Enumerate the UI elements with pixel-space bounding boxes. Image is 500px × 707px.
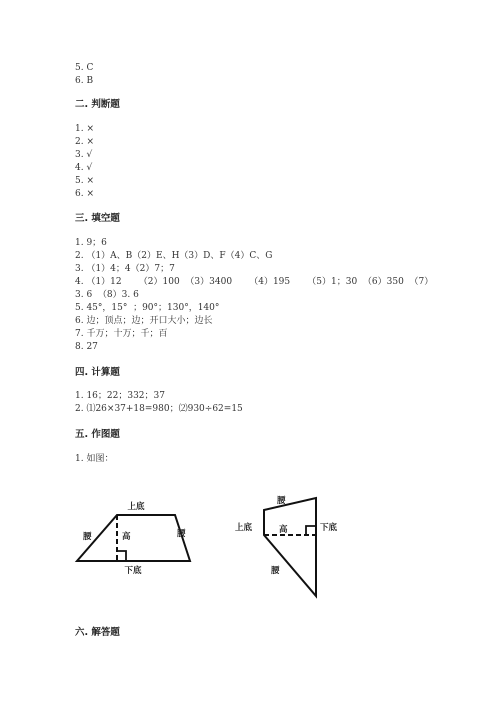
- label-right-leg: 腰: [177, 529, 186, 539]
- answer-line: 1. 16；22；332；37: [75, 391, 165, 401]
- trapezoid-outline: [77, 515, 190, 561]
- trapezoid-figure: [77, 501, 190, 576]
- answer-line: 1. ×: [75, 124, 94, 134]
- answer-line: 4. （1）12 （2）100 （3）3400 （4）195 （5）1；30 （6）350 （7）: [75, 277, 434, 287]
- answer-line: 8. 27: [75, 342, 98, 352]
- section-title-drawing: 五. 作图题: [75, 429, 120, 440]
- right-angle-mark: [117, 551, 126, 561]
- answer-line: 2. ⑴26×37+18=980；⑵930÷62=15: [75, 404, 243, 414]
- section-title-calculation: 四. 计算题: [75, 367, 120, 378]
- label-height: 高: [279, 525, 288, 535]
- answer-line: 6. B: [75, 76, 94, 86]
- label-top-base: 上底: [127, 502, 145, 512]
- label-bottom-leg: 腰: [271, 566, 280, 576]
- label-left-base: 上底: [235, 523, 253, 533]
- answer-line: 3. （1）4；4（2）7；7: [75, 264, 175, 274]
- answer-line: 5. 45°，15° ；90°；130°，140°: [75, 303, 220, 313]
- answer-line: 3. 6 （8）3. 6: [75, 290, 139, 300]
- answer-line: 7. 千万；十万；千；百: [75, 329, 168, 339]
- rotated-trapezoid-outline: [264, 498, 316, 596]
- answer-line: 6. ×: [75, 189, 94, 199]
- label-height: 高: [122, 532, 131, 542]
- right-angle-mark: [306, 526, 316, 535]
- label-bottom-base: 下底: [124, 566, 142, 576]
- rotated-trapezoid-figure: [235, 495, 338, 596]
- label-top-leg: 腰: [277, 496, 286, 506]
- section-title-fill-blank: 三. 填空题: [75, 213, 120, 224]
- section-title-judgement: 二. 判断题: [75, 99, 120, 110]
- label-left-leg: 腰: [83, 532, 92, 542]
- answer-line: 5. ×: [75, 176, 94, 186]
- answer-line: 5. C: [75, 63, 94, 73]
- answer-line: 1. 如图：: [75, 454, 114, 464]
- answer-line: 6. 边；顶点；边；开口大小；边长: [75, 316, 213, 326]
- answer-line: 1. 9；6: [75, 238, 107, 248]
- answer-line: 2. （1）A、B（2）E、H（3）D、F（4）C、G: [75, 251, 273, 261]
- label-right-base: 下底: [320, 523, 338, 533]
- section-title-word-problems: 六. 解答题: [75, 627, 120, 638]
- answer-line: 4. √: [75, 163, 93, 173]
- answer-line: 2. ×: [75, 137, 94, 147]
- answer-line: 3. √: [75, 150, 93, 160]
